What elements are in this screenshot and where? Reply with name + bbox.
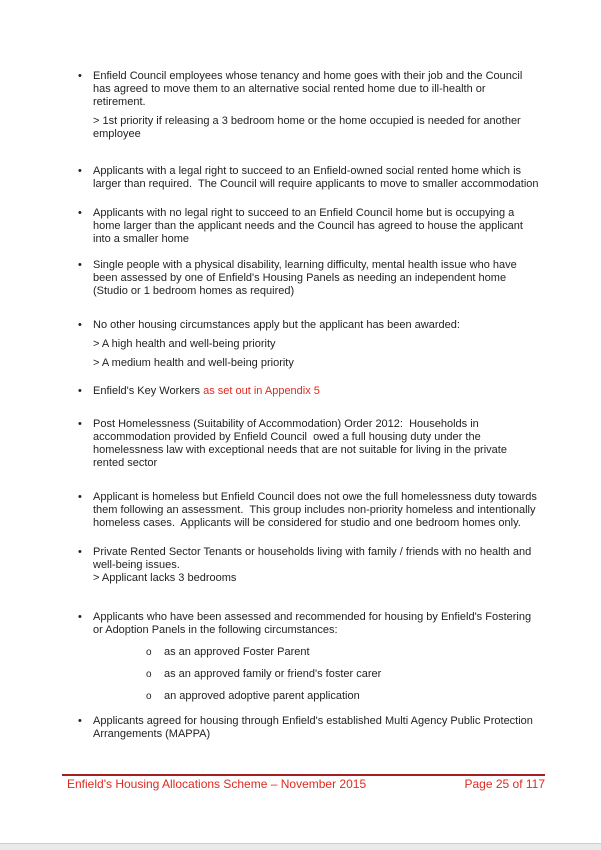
bullet-item xyxy=(78,611,541,703)
circle-sub-bullet xyxy=(93,690,541,703)
bullet-icon: • xyxy=(78,385,82,397)
bullet-icon: • xyxy=(78,207,82,219)
circle-bullet-icon: o xyxy=(146,647,152,658)
bullet-icon: • xyxy=(78,418,82,430)
circle-sub-text: as an approved family or friend's foster carer xyxy=(164,668,382,680)
bullet-text: Applicants who have been assessed and recommended for housing by Enfield's Fostering or Adoption Panels in the following circumstances: xyxy=(93,611,535,636)
bullet-icon: • xyxy=(78,70,82,82)
bullet-icon: • xyxy=(78,259,82,271)
circle-sub-bullet xyxy=(93,668,541,681)
bullet-item xyxy=(78,418,541,470)
bullet-icon: • xyxy=(78,165,82,177)
bullet-text xyxy=(93,385,541,398)
circle-sub-text: an approved adoptive parent application xyxy=(164,690,360,702)
sub-bullet-text: > 1st priority if releasing a 3 bedroom home or the home occupied is needed for another employee xyxy=(93,115,524,140)
bullet-item xyxy=(78,385,541,398)
circle-sub-text: as an approved Foster Parent xyxy=(164,646,310,658)
bullet-body xyxy=(93,70,541,141)
footer-row xyxy=(62,777,545,792)
circle-bullet-icon: o xyxy=(146,691,152,702)
sub-bullet-text: > A high health and well-being priority xyxy=(93,338,276,350)
bullet-icon: • xyxy=(78,319,82,331)
bullet-text: Private Rented Sector Tenants or households living with family / friends with no health and well-being issues. xyxy=(93,546,535,571)
bullet-body xyxy=(93,319,541,370)
bullet-body xyxy=(93,259,541,298)
bullet-text-segment: Enfield's Key Workers xyxy=(93,385,204,397)
bullet-icon: • xyxy=(78,611,82,623)
bullet-text: Applicants with no legal right to succeed to an Enfield Council home but is occupying a home larger than the applicant needs and the Council has agreed to house the applicant into a smaller home xyxy=(93,207,526,245)
bullet-text: Enfield Council employees whose tenancy and home goes with their job and the Council has agreed to move them to an alternative social rented home due to ill-health or retirement. xyxy=(93,70,526,108)
sub-bullet-text: > A medium health and well-being priority xyxy=(93,357,294,369)
bullet-body xyxy=(93,546,541,585)
bullet-item xyxy=(78,259,541,298)
bullet-body xyxy=(93,207,541,246)
bullet-item xyxy=(78,70,541,141)
bullet-body xyxy=(93,385,541,398)
bullet-text: Post Homelessness (Suitability of Accommodation) Order 2012: Households in accommodation provided by Enfield Council owed a full housing duty under the homelessness law with exceptional needs that are not suitable for living in the private rented sector xyxy=(93,418,511,469)
footer-rule xyxy=(62,774,545,776)
bullet-body xyxy=(93,491,541,530)
sub-bullet-text: > Applicant lacks 3 bedrooms xyxy=(93,572,237,584)
appendix-reference-red-text: as set out in Appendix 5 xyxy=(203,385,320,397)
bullet-item xyxy=(78,319,541,370)
bullet-list xyxy=(78,70,541,741)
bullet-icon: • xyxy=(78,546,82,558)
scan-edge-bottom xyxy=(0,843,601,850)
bullet-item xyxy=(78,715,541,741)
bullet-icon: • xyxy=(78,491,82,503)
page-footer xyxy=(62,774,545,792)
bullet-text: Applicants agreed for housing through Enfield's established Multi Agency Public Protection Arrangements (MAPPA) xyxy=(93,715,536,740)
footer-page-number: Page 25 of 117 xyxy=(464,777,545,791)
bullet-item xyxy=(78,165,541,191)
bullet-text: Applicant is homeless but Enfield Council does not owe the full homelessness duty towards them following an assessment. This group includes non-priority homeless and intentionally homeless cases. Applicants will be considered for studio and one bedroom homes only. xyxy=(93,491,540,529)
bullet-text: Applicants with a legal right to succeed to an Enfield-owned social rented home which is larger than required. The Council will require applicants to move to smaller accommodation xyxy=(93,165,539,190)
bullet-body xyxy=(93,611,541,703)
bullet-icon: • xyxy=(78,715,82,727)
footer-document-title: Enfield's Housing Allocations Scheme – November 2015 xyxy=(67,777,367,791)
bullet-body xyxy=(93,418,541,470)
circle-sub-bullet xyxy=(93,646,541,659)
circle-bullet-icon: o xyxy=(146,669,152,680)
bullet-item xyxy=(78,207,541,246)
bullet-body xyxy=(93,715,541,741)
bullet-item xyxy=(78,491,541,530)
bullet-text: Single people with a physical disability, learning difficulty, mental health issue who have been assessed by one of Enfield's Housing Panels as needing an independent home (Studio or 1 bedroom homes as required) xyxy=(93,259,520,297)
bullet-text: No other housing circumstances apply but the applicant has been awarded: xyxy=(93,319,460,331)
bullet-item xyxy=(78,546,541,585)
bullet-body xyxy=(93,165,541,191)
